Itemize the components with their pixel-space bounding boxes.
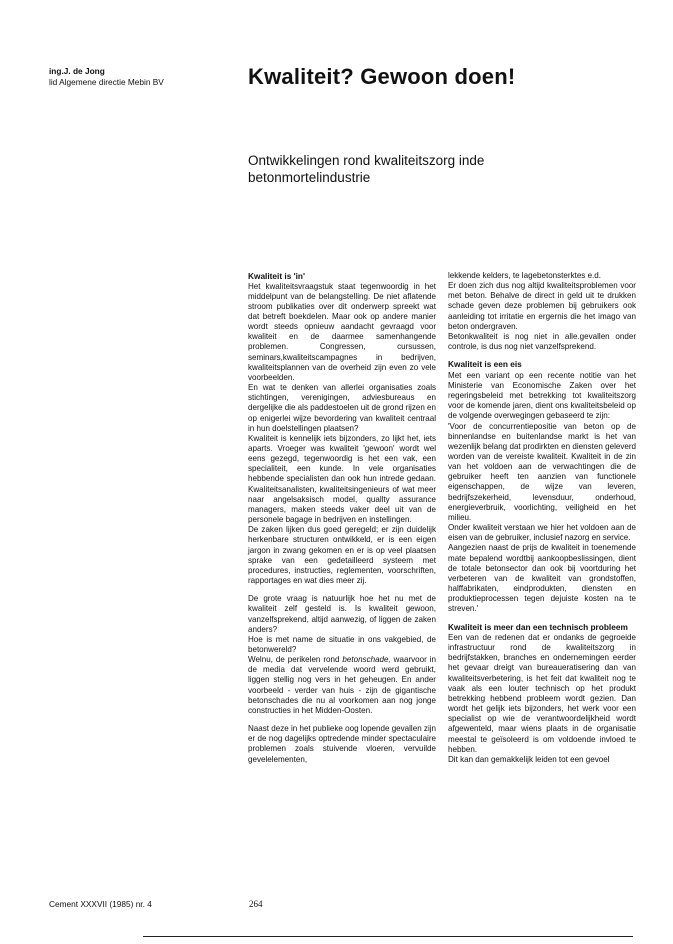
paragraph: En wat te denken van allerlei organisaties zoals stichtingen, verenigingen, adviesbureaus en dergelijke die als paddestoelen uit de grond rijzen en op enigerlei wijze bevordering van kwaliteit centraal in hun doelstellingen plaatsen? (248, 383, 436, 433)
paragraph (248, 655, 436, 716)
paragraph: De grote vraag is natuurlijk hoe het nu met de kwaliteit zelf gesteld is. Is kwaliteit gewoon, vanzelfsprekend, altijd aanwezig, of liggen de zaken anders? (248, 594, 436, 634)
paragraph: Betonkwaliteit is nog niet in alle.gevallen onder controle, is dus nog niet vanzelfsprekend. (448, 331, 636, 352)
paragraph: Hoe is met name de situatie in ons vakgebied, de betonwereld? (248, 634, 436, 654)
section-heading-kwaliteit-is-een-eis: Kwaliteit is een eis (448, 359, 522, 370)
author-affiliation: lid Algemene directie Mebin BV (49, 76, 164, 87)
paragraph: Met een variant op een recente notitie van het Ministerie van Economische Zaken over het regeringsbeleid met betrekking tot kwaliteitszorg voor de komende jaren, dient ons kwaliteitsbeleid op de volgende overwegingen gebaseerd te zijn: (448, 370, 636, 421)
paragraph: Aangezien naast de prijs de kwaliteit in toenemende mate bepalend wordtbij aankoopbeslissingen, dient de totale betonsector dan ook bij voortduring het verbeteren van de kwaliteit van grondstoffen, halffabrikaten, eindprodukten, diensten en produktieprocessen tegen dejuiste kosten na te streven.' (448, 543, 636, 614)
article-subtitle: Ontwikkelingen rond kwaliteitszorg inde betonmortelindustrie (248, 153, 485, 185)
text-run: waarvoor in de media dat vervelende woord werd gebruikt, liggen stellig nog vers in het geheugen. En ander voorbeeld - verder van huis - zijn de gigantische betonschades die nu al voorkomen aan nog jonge constructies in het Midden-Oosten. (248, 655, 436, 715)
emphasis: betonschade, (342, 655, 391, 665)
paragraph: Kwaliteit is kennelijk iets bijzonders, zo lijkt het, iets aparts. Vroeger was kwaliteit 'gewoon' wordt wel eens gezegd, tegenwoordig is het een vak, een specialiteit, een kunde. In vele organisaties hebbende specialisten dan ook hun intrede gedaan. Kwaliteitsanalisten, kwaliteitsingenieurs of wat meer naar angelsaksisch model, quallty assurance managers, maken steeds vaker deel uit van de personele bagage in bedrijven en instellingen. (248, 433, 436, 525)
paragraph: 'Voor de concurrentiepositie van beton op de binnenlandse en buitenlandse markt is het van wezenlijk belang dat prodirkten en diensten geleverd worden van de vereiste kwaliteit. Kwaliteit in de zin van het voldoen aan de verwachtingen die de gebruiker heeft ten aanzien van functionele eigenschappen, de wijze van leveren, bedrijfszekerheid, levensduur, onderhoud, energieverbruik, voorlichting, veiligheid en het milieu. (448, 421, 636, 522)
page-number: 264 (249, 899, 263, 909)
text-column-right (448, 271, 636, 765)
paragraph: De zaken lijken dus goed geregeld; er zijn duidelijk herkenbare structuren ontwikkeld, er is een eigen jargon in zwang gekomen en er is op veel plaatsen sprake van een gedetailleerd systeem met procedures, instructies, reglementen, voorschriften, rapportages en wat dies meer zij. (248, 525, 436, 586)
text-column-left (248, 271, 436, 765)
paragraph: lekkende kelders, te lagebetonsterktes e.d. (448, 271, 601, 280)
paragraph: Een van de redenen dat er ondanks de gegroeide infrastructuur rond de kwaliteitszorg in bedrijfstakken, branches en ondernemingen eerder het gevaar dreigt van bureaueratisering dan van kwaliteitsverbetering, is het feit dat kwaliteit nog te vaak als een louter technisch op het produkt betrekking hebbend probleem wordt gezien. Dan wordt het gelijk iets bijzonders, het werk voor een specialist op wie de verantwoordelijkheid wordt afgewenteld, maar wiens plaats in de organisatie meestal te geïsoleerd is om voldoende invloed te hebben. (448, 633, 636, 754)
section-heading-meer-dan-technisch: Kwaliteit is meer dan een technisch probleem (448, 621, 628, 632)
paragraph: Het kwaliteitsvraagstuk staat tegenwoordig in het middelpunt van de belangstelling. De niet aflatende stroom publikaties over dit onderwerp spreekt wat dat betreft boekdelen. Maar ook op andere manier wordt steeds opnieuw aandacht gevraagd voor kwaliteit en de daarmee samenhangende problemen. Congressen, cursussen, seminars,kwaliteitscampagnes in bedrijven, kwaliteitsplannen van de overheid zijn even zo vele voorbeelden. (248, 281, 436, 382)
paragraph: Naast deze in het publieke oog lopende gevallen zijn er de nog dagelijks optredende minder spectaculaire problemen zoals stuivende vloeren, vervuilde gevelelementen, (248, 724, 436, 764)
section-heading-kwaliteit-is-in: Kwaliteit is 'in' (248, 271, 305, 281)
text-run: Welnu, de perikelen rond (248, 655, 343, 665)
paragraph: Onder kwaliteit verstaan we hier het voldoen aan de eisen van de gebruiker, inclusief nazorg en service. (448, 523, 636, 543)
author-block (49, 66, 164, 87)
bottom-rule (143, 936, 633, 937)
journal-footer: Cement XXXVII (1985) nr. 4 (49, 899, 152, 909)
paragraph-gap (248, 586, 436, 594)
article-title: Kwaliteit? Gewoon doen! (248, 64, 516, 89)
paragraph: Er doen zich dus nog altijd kwaliteitsproblemen voor met beton. Behalve de direct in geld uit te drukken schade geven deze problemen bij gebruikers ook aanleiding tot irritatie en ergernis die het imago van beton ondergraven. (448, 281, 636, 331)
author-name: ing.J. de Jong (49, 66, 105, 76)
paragraph-gap (248, 716, 436, 724)
paragraph: Dit kan dan gemakkelijk leiden tot een gevoel (448, 754, 610, 764)
